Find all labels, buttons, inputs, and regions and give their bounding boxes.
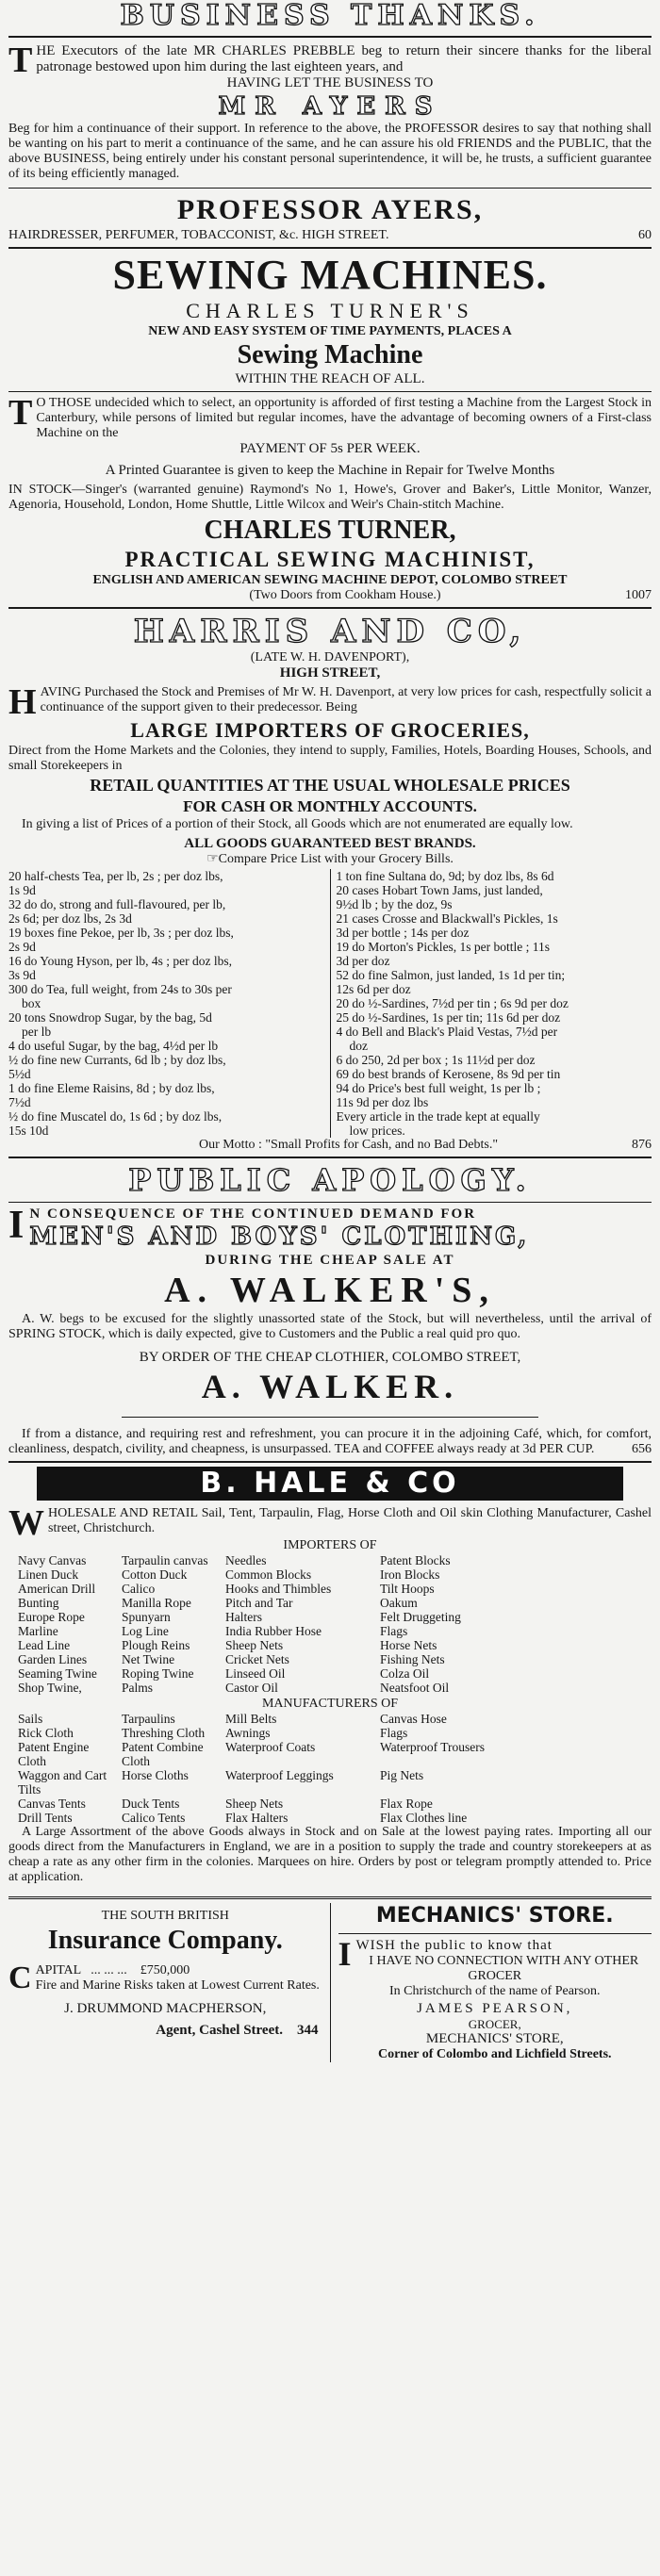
executors-paragraph [8, 41, 652, 80]
divider [8, 607, 652, 609]
importer-item: Oakum [380, 1596, 418, 1610]
divider [8, 247, 652, 249]
importer-item: Cotton Duck [122, 1567, 188, 1582]
having-let-line: HAVING LET THE BUSINESS TO [226, 75, 434, 90]
price-list-line: 69 do best brands of Kerosene, 8s 9d per tin [336, 1067, 561, 1081]
divider [338, 1933, 652, 1934]
guarantee-line: A Printed Guarantee is given to keep the Machine in Repair for Twelve Months [105, 463, 555, 478]
manufacturer-item: Tarpaulins [122, 1712, 175, 1726]
grocer-line: GROCER, [468, 2017, 521, 2031]
ad-number: 1007 [624, 588, 652, 602]
corner-line: Corner of Colombo and Lichfield Streets. [377, 2047, 612, 2061]
james-pearson-line: JAMES PEARSON, [417, 2001, 573, 2016]
manufacturer-item: Awnings [225, 1726, 271, 1740]
mechanics-store-headline: MECHANICS' STORE. [375, 1904, 614, 1928]
time-payments-line: NEW AND EASY SYSTEM OF TIME PAYMENTS, PLACES A [148, 324, 512, 338]
giving-list-paragraph: In giving a list of Prices of a portion of their Stock, all Goods which are not enumerated are equally low. [22, 817, 573, 831]
importer-item: Needles [225, 1553, 267, 1567]
drop-cap: T [8, 41, 33, 80]
professor-trade-line [8, 228, 652, 243]
importer-item: Lead Line [18, 1638, 71, 1652]
wholesale-paragraph [8, 1503, 652, 1543]
price-list-right [330, 869, 652, 1138]
price-list-line: ½ do fine new Currants, 6d lb ; by doz lbs, [8, 1053, 226, 1067]
manufacturer-item: Calico Tents [122, 1811, 186, 1825]
cash-accounts-heading: FOR CASH OR MONTHLY ACCOUNTS. [183, 797, 477, 815]
price-list-line: 32 do do, strong and full-flavoured, per lb, [8, 897, 226, 911]
agent-name-line: J. DRUMMOND MACPHERSON, [64, 2001, 267, 2016]
manufacturer-item: Threshing Cloth [122, 1726, 206, 1740]
b-hale-ad [8, 1467, 652, 1899]
b-hale-headline: B. HALE & CO [37, 1467, 623, 1501]
importer-item: Palms [122, 1681, 154, 1695]
retail-quantities-heading: RETAIL QUANTITIES AT THE USUAL WHOLESALE PRICES [90, 776, 570, 795]
manufacturer-item: Canvas Tents [18, 1797, 86, 1811]
importers-grid [18, 1553, 652, 1695]
importer-item: Pitch and Tar [225, 1596, 293, 1610]
price-list-line: 20 do ½-Sardines, 7½d per tin ; 6s 9d per doz [336, 996, 569, 1010]
drop-cap: T [8, 393, 33, 433]
price-list-line: 2s 6d; per doz lbs, 2s 3d [8, 911, 132, 926]
ad-number: 876 [631, 1138, 652, 1152]
price-list-line: box [22, 996, 41, 1010]
importer-item: Plough Reins [122, 1638, 190, 1652]
price-list-line: 4 do useful Sugar, by the bag, 4½d per lb [8, 1039, 219, 1053]
divider [8, 391, 652, 392]
manufacturer-item: Patent Combine Cloth [122, 1740, 204, 1768]
assortment-paragraph: A Large Assortment of the above Goods always in Stock and on Sale at the lowest paying rates. Importing all our goods direct from the Manufacturers in England, we are in a position to supply the trade and country storekeepers at as cheap a rate as any other firm in the colonies. Marquees on hire. Orders by post or telegram promptly attended to. Price at application. [8, 1825, 652, 1884]
manufacturer-item: Flags [380, 1726, 408, 1740]
business-thanks-ad [8, 0, 652, 249]
price-list-line: 19 do Morton's Pickles, 1s per bottle ; 11s [336, 940, 551, 954]
insurance-company-heading: Insurance Company. [47, 1926, 283, 1955]
manufacturer-item: Mill Belts [225, 1712, 277, 1726]
importer-item: Shop Twine, [18, 1681, 82, 1695]
having-purchased-paragraph [8, 682, 652, 722]
manufacturer-item: Sheep Nets [225, 1797, 284, 1811]
importer-item: American Drill [18, 1582, 96, 1596]
importer-item: Neatsfoot Oil [380, 1681, 450, 1695]
price-list-line: 2s 9d [8, 940, 36, 954]
during-sale-line: DURING THE CHEAP SALE AT [205, 1253, 455, 1268]
price-list-line: 1s 9d [8, 883, 36, 897]
a-walkers-heading: A. WALKER'S, [164, 1271, 496, 1310]
price-list-line: 6 do 250, 2d per box ; 1s 11½d per doz [336, 1053, 536, 1067]
importer-item: Manilla Rope [122, 1596, 191, 1610]
importer-item: Castor Oil [225, 1681, 278, 1695]
importer-item: Colza Oil [380, 1666, 430, 1681]
executors-text: HE Executors of the late MR CHARLES PREBBLE beg to return their sincere thanks for the liberal patronage bestowed upon him during the last eighteen years, and [36, 43, 652, 74]
importer-item: Marline [18, 1624, 58, 1638]
harris-and-co-ad [8, 613, 652, 1158]
public-apology-headline: PUBLIC APOLOGY. [128, 1162, 532, 1198]
importer-item: Garden Lines [18, 1652, 88, 1666]
late-davenport-line: (LATE W. H. DAVENPORT), [250, 650, 410, 665]
sewing-machines-ad [8, 253, 652, 609]
excused-paragraph: A. W. begs to be excused for the slightly unassorted state of the Stock, but will nevertheless, until the arrival of SPRING STOCK, which is daily expected, give to Customers and the Public a real quid pro quo. [8, 1312, 652, 1341]
practical-machinist-heading: PRACTICAL SEWING MACHINIST, [124, 548, 536, 571]
importer-item: Sheep Nets [225, 1638, 284, 1652]
cafe-text: If from a distance, and requiring rest and refreshment, you can procure it in the adjoining Café, which, for comfort, cleanliness, despatch, civility, and cheapness, is unsurpassed. TEA and COFFEE always ready at 3d PER CUP. [8, 1427, 652, 1456]
mens-boys-clothing-heading: MEN'S AND BOYS' CLOTHING, [29, 1222, 530, 1251]
no-connection-line: I HAVE NO CONNECTION WITH ANY OTHER GROCER [369, 1954, 639, 1983]
ad-number: 60 [638, 228, 652, 242]
charles-turners-line: CHARLES TURNER'S [186, 299, 474, 322]
wish-text: WISH the public to know that [355, 1938, 553, 1953]
in-stock-paragraph: IN STOCK—Singer's (warranted genuine) Raymond's No 1, Howe's, Grover and Baker's, Little Monitor, Wanzer, Agenoria, Household, London, Home Shuttle, Little Wilcox and Weir's Chain-stitch Machine. [8, 483, 652, 512]
agent-address: Agent, Cashel Street. [156, 2023, 283, 2038]
manufacturers-heading: MANUFACTURERS OF [261, 1697, 399, 1711]
large-importers-heading: LARGE IMPORTERS OF GROCERIES, [130, 718, 530, 742]
harris-headline: HARRIS AND CO, [133, 613, 527, 650]
wholesale-text: HOLESALE AND RETAIL Sail, Tent, Tarpaulin, Flag, Horse Cloth and Oil skin Clothing Manufacturer, Cashel street, Christchurch. [48, 1506, 652, 1535]
price-list-line: 21 cases Crosse and Blackwall's Pickles, 1s [336, 911, 558, 926]
divider [8, 188, 652, 189]
high-street-line: HIGH STREET, [279, 665, 381, 681]
importer-item: Net Twine [122, 1652, 175, 1666]
price-list-line: 1 ton fine Sultana do, 9d; by doz lbs, 8s 6d [336, 869, 554, 883]
price-list-line: 3d per bottle ; 14s per doz [336, 926, 470, 940]
importer-item: Common Blocks [225, 1567, 312, 1582]
drop-cap: W [8, 1503, 44, 1543]
compare-line [8, 852, 652, 867]
south-british-insurance-ad [8, 1903, 330, 2062]
manufacturer-item: Patent Engine Cloth [18, 1740, 90, 1768]
manufacturer-item: Waterproof Trousers [380, 1740, 486, 1754]
ad-number: 656 [632, 1442, 652, 1456]
manufacturer-item: Waggon and Cart Tilts [18, 1768, 107, 1797]
agent-address-line [8, 2023, 322, 2039]
price-list-line: 16 do Young Hyson, per lb, 4s ; per doz lbs, [8, 954, 233, 968]
price-list-line: 15s 10d [8, 1124, 49, 1138]
price-list-left [8, 869, 330, 1138]
business-thanks-headline: BUSINESS THANKS. [120, 0, 540, 32]
motto-text: Our Motto : "Small Profits for Cash, and no Bad Debts." [198, 1138, 499, 1152]
professor-ayers-heading: PROFESSOR AYERS, [176, 194, 484, 225]
importer-item: Bunting [18, 1596, 59, 1610]
drop-cap: C [8, 1961, 32, 1995]
importers-heading: IMPORTERS OF [283, 1538, 377, 1552]
manufacturer-item: Flax Halters [225, 1811, 289, 1825]
support-paragraph: Beg for him a continuance of their support. In reference to the above, the PROFESSOR desires to say that nothing shall be wanting on his part to merit a continuance of the same, and he can assure his old FRIENDS and the PUBLIC, that the above BUSINESS, being entirely under his constant personal superintendence, it will be, he trusts, a sufficient guarantee of its being efficiently managed. [8, 122, 652, 181]
price-list-line: per lb [22, 1025, 52, 1039]
trade-text: HAIRDRESSER, PERFUMER, TOBACCONIST, &c. HIGH STREET. [8, 228, 389, 242]
importer-item: Iron Blocks [380, 1567, 440, 1582]
price-list-line: 11s 9d per doz lbs [336, 1095, 429, 1109]
price-list-line: ½ do fine Muscatel do, 1s 6d ; by doz lbs, [8, 1109, 223, 1124]
cafe-paragraph [8, 1427, 652, 1457]
guaranteed-brands-line: ALL GOODS GUARANTEED BEST BRANDS. [184, 836, 476, 851]
ad-number: 344 [297, 2023, 319, 2038]
manufacturer-item: Flax Rope [380, 1797, 433, 1811]
price-list-line: 12s 6d per doz [336, 982, 411, 996]
store-line: MECHANICS' STORE, [425, 2031, 564, 2046]
importer-item: India Rubber Hose [225, 1624, 322, 1638]
payment-line: PAYMENT OF 5s PER WEEK. [239, 441, 421, 456]
importer-item: Patent Blocks [380, 1553, 451, 1567]
drop-cap: H [8, 682, 37, 722]
importer-item: Horse Nets [380, 1638, 437, 1652]
undecided-paragraph [8, 393, 652, 441]
doors-text: (Two Doors from Cookham House.) [249, 588, 441, 602]
price-list-line: Every article in the trade kept at equally [336, 1109, 540, 1124]
depot-line: ENGLISH AND AMERICAN SEWING MACHINE DEPOT, COLOMBO STREET [92, 573, 568, 587]
manufacturer-item: Pig Nets [380, 1768, 424, 1782]
price-list-line: 52 do fine Salmon, just landed, 1s 1d per tin; [336, 968, 566, 982]
drop-cap: I [338, 1935, 353, 1973]
manufacturer-item: Waterproof Coats [225, 1740, 316, 1754]
pointing-hand-icon: ☞ [206, 852, 219, 866]
price-list-line: 20 cases Hobart Town Jams, just landed, [336, 883, 543, 897]
direct-paragraph: Direct from the Home Markets and the Colonies, they intend to supply, Families, Hotels, Boarding Houses, Schools, and small Storekeepers in [8, 744, 652, 773]
divider [8, 1461, 652, 1463]
south-british-line: THE SOUTH BRITISH [101, 1909, 229, 1923]
christchurch-line: In Christchurch of the name of Pearson. [388, 1984, 601, 1998]
divider [8, 36, 652, 38]
importer-item: Europe Rope [18, 1610, 85, 1624]
capital-dots: ... ... ... [91, 1963, 127, 1977]
importer-item: Seaming Twine [18, 1666, 97, 1681]
importer-item: Cricket Nets [225, 1652, 289, 1666]
divider [8, 1157, 652, 1158]
importer-item: Halters [225, 1610, 262, 1624]
price-list-line: 3d per doz [336, 954, 390, 968]
manufacturer-item: Horse Cloths [122, 1768, 189, 1782]
undecided-text: O THOSE undecided which to select, an opportunity is afforded of first testing a Machine from the Largest Stock in Canterbury, while persons of limited but regular incomes, have the advantage of becoming owners of a First-class Machine on the [36, 396, 652, 440]
compare-text: Compare Price List with your Grocery Bills. [218, 852, 454, 866]
divider [122, 1417, 538, 1418]
importer-item: Flags [380, 1624, 408, 1638]
sewing-machine-heading: Sewing Machine [237, 340, 423, 369]
having-purchased-text: AVING Purchased the Stock and Premises of Mr W. H. Davenport, at very low prices for cash, respectfully solicit a continuance of the support given to their predecessor. Being [40, 685, 652, 714]
importer-item: Log Line [122, 1624, 169, 1638]
price-list-line: 7½d [8, 1095, 31, 1109]
price-list-line: 300 do Tea, full weight, from 24s to 30s per [8, 982, 232, 996]
importer-item: Calico [122, 1582, 156, 1596]
sewing-machines-headline: SEWING MACHINES. [112, 252, 548, 298]
manufacturer-item: Waterproof Leggings [225, 1768, 334, 1782]
importer-item: Hooks and Thimbles [225, 1582, 332, 1596]
divider [8, 1202, 652, 1203]
price-list-line: 20 half-chests Tea, per lb, 2s ; per doz lbs, [8, 869, 223, 883]
importer-item: Linen Duck [18, 1567, 79, 1582]
consequence-text: N CONSEQUENCE OF THE CONTINUED DEMAND FOR [29, 1206, 477, 1222]
price-list-line: 9½d lb ; by the doz, 9s [336, 897, 453, 911]
importer-item: Fishing Nets [380, 1652, 445, 1666]
importer-item: Spunyarn [122, 1610, 171, 1624]
a-walker-heading: A. WALKER. [201, 1368, 459, 1405]
bottom-ads-row [8, 1903, 652, 2062]
price-list-line: low prices. [349, 1124, 405, 1138]
capital-label: APITAL [35, 1963, 81, 1977]
doors-line [8, 588, 652, 603]
manufacturer-item: Sails [18, 1712, 43, 1726]
charles-turner-heading: CHARLES TURNER, [204, 516, 456, 545]
price-list [8, 869, 652, 1138]
mr-ayers-name: MR AYERS [218, 92, 442, 121]
manufacturers-grid [18, 1712, 652, 1825]
manufacturer-item: Drill Tents [18, 1811, 73, 1825]
mechanics-store-ad [330, 1903, 652, 2062]
manufacturer-item: Rick Cloth [18, 1726, 74, 1740]
motto-line [8, 1138, 652, 1153]
price-list-line: 1 do fine Eleme Raisins, 8d ; by doz lbs, [8, 1081, 215, 1095]
importer-item: Felt Druggeting [380, 1610, 461, 1624]
manufacturer-item: Flax Clothes line [380, 1811, 468, 1825]
price-list-line: 20 tons Snowdrop Sugar, by the bag, 5d [8, 1010, 212, 1025]
price-list-line: 4 do Bell and Black's Plaid Vestas, 7½d per [336, 1025, 558, 1039]
divider [8, 1896, 652, 1899]
importer-item: Navy Canvas [18, 1553, 87, 1567]
importer-item: Tarpaulin canvas [122, 1553, 208, 1567]
importer-item: Tilt Hoops [380, 1582, 435, 1596]
importer-item: Linseed Oil [225, 1666, 286, 1681]
order-line: BY ORDER OF THE CHEAP CLOTHIER, COLOMBO STREET, [139, 1350, 521, 1365]
price-list-line: 94 do Price's best full weight, 1s per lb ; [336, 1081, 541, 1095]
price-list-line: 25 do ½-Sardines, 1s per tin; 11s 6d per doz [336, 1010, 561, 1025]
public-apology-ad [8, 1162, 652, 1463]
importer-item: Roping Twine [122, 1666, 194, 1681]
price-list-line: doz [349, 1039, 368, 1053]
manufacturer-item: Canvas Hose [380, 1712, 447, 1726]
fire-marine-line: Fire and Marine Risks taken at Lowest Current Rates. [35, 1978, 320, 1993]
price-list-line: 3s 9d [8, 968, 36, 982]
price-list-line: 5½d [8, 1067, 31, 1081]
manufacturer-item: Duck Tents [122, 1797, 180, 1811]
drop-cap: I [8, 1204, 26, 1247]
price-list-line: 19 boxes fine Pekoe, per lb, 3s ; per doz lbs, [8, 926, 234, 940]
within-reach-line: WITHIN THE REACH OF ALL. [235, 371, 425, 386]
capital-value: £750,000 [140, 1963, 190, 1977]
